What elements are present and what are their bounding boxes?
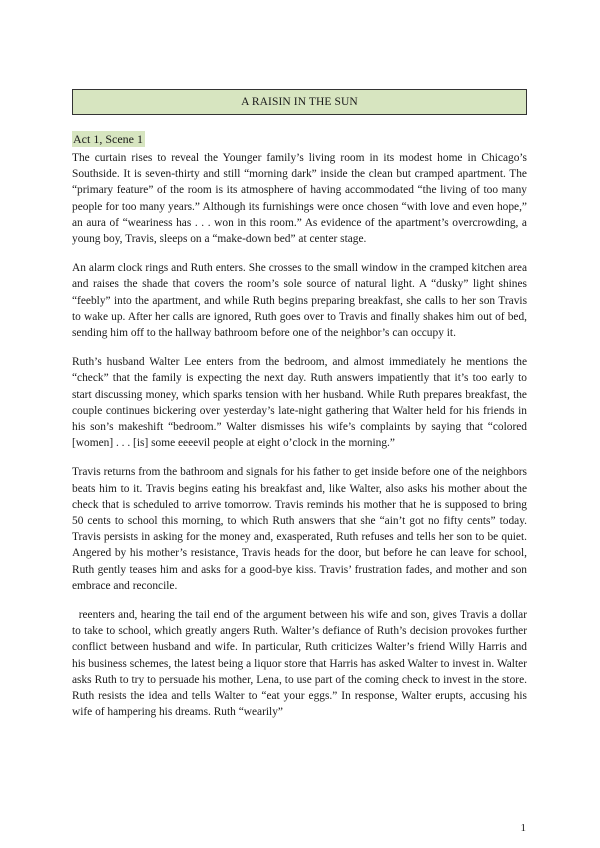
section-heading: Act 1, Scene 1 [73, 132, 143, 146]
document-title: A RAISIN IN THE SUN [241, 96, 358, 108]
paragraph: reenters and, hearing the tail end of the argument between his wife and son, gives Travis a dollar to take to school, which greatly angers Ruth. Walter’s defiance of Ruth’s decision provokes further conflict between husband and wife. In particular, Ruth criticizes Walter’s friend Willy Harris and his business schemes, the latest being a liquor store that Harris has asked Walter to invest in. Walter asks Ruth to try to persuade his mother, Lena, to use part of the coming check to invest in the store. Ruth resists the idea and tells Walter to “eat your eggs.” In response, Walter erupts, accusing his wife of hampering his dreams. Ruth “wearily” [72, 609, 530, 719]
page-number: 1 [520, 822, 526, 834]
paragraph: Ruth’s husband Walter Lee enters from the bedroom, and almost immediately he mentions the “check” that the family is expecting the next day. Ruth answers impatiently that it’s too early to start discussing money, which sparks tension with her husband. While Ruth prepares breakfast, the couple continues bickering over yesterday’s late-night gathering that Walter held for his friends in his son’s makeshift “bedroom.” Walter dismisses his wife’s complaints by saying that “colored [women] . . . [is] some eeeevil people at eight o’clock in the morning.” [72, 356, 527, 450]
title-box [72, 89, 527, 115]
body-text [72, 150, 530, 734]
paragraph: The curtain rises to reveal the Younger family’s living room in its modest home in Chicago’s Southside. It is seven-thirty and still “morning dark” inside the clean but cramped apartment. The “primary feature” of the room is its atmosphere of having accommodated “the living of too many people for too many years.” Although its furnishings were once chosen “with love and even hope,” an aura of “weariness has . . . won in this room.” As evidence of the apartment’s overcrowding, a young boy, Travis, sleeps on a “make-down bed” at center stage. [72, 152, 527, 246]
paragraph: Travis returns from the bathroom and signals for his father to get inside before one of the neighbors beats him to it. Travis begins eating his breakfast and, like Walter, also asks his mother about the check that is scheduled to arrive tomorrow. Travis reminds his mother that he is supposed to bring 50 cents to school this morning, to which Ruth answers that she “ain’t got no fifty cents” today. Travis persists in asking for the money and, exasperated, Ruth refuses and tells her son to be quiet. Angered by his mother’s resistance, Travis heads for the door, but before he can leave for school, Ruth gently teases him and asks for a good-bye kiss. Travis’ frustration fades, and mother and son embrace and reconcile. [72, 466, 527, 592]
paragraph: An alarm clock rings and Ruth enters. She crosses to the small window in the cramped kitchen area and raises the shade that covers the room’s sole source of natural light. A “dusky” light shines “feebly” into the apartment, and while Ruth begins preparing breakfast, she calls to her son Travis to wake up. After her calls are ignored, Ruth goes over to Travis and finally shakes him out of bed, sending him off to the hallway bathroom before one of the neighbor’s can occupy it. [72, 262, 527, 340]
